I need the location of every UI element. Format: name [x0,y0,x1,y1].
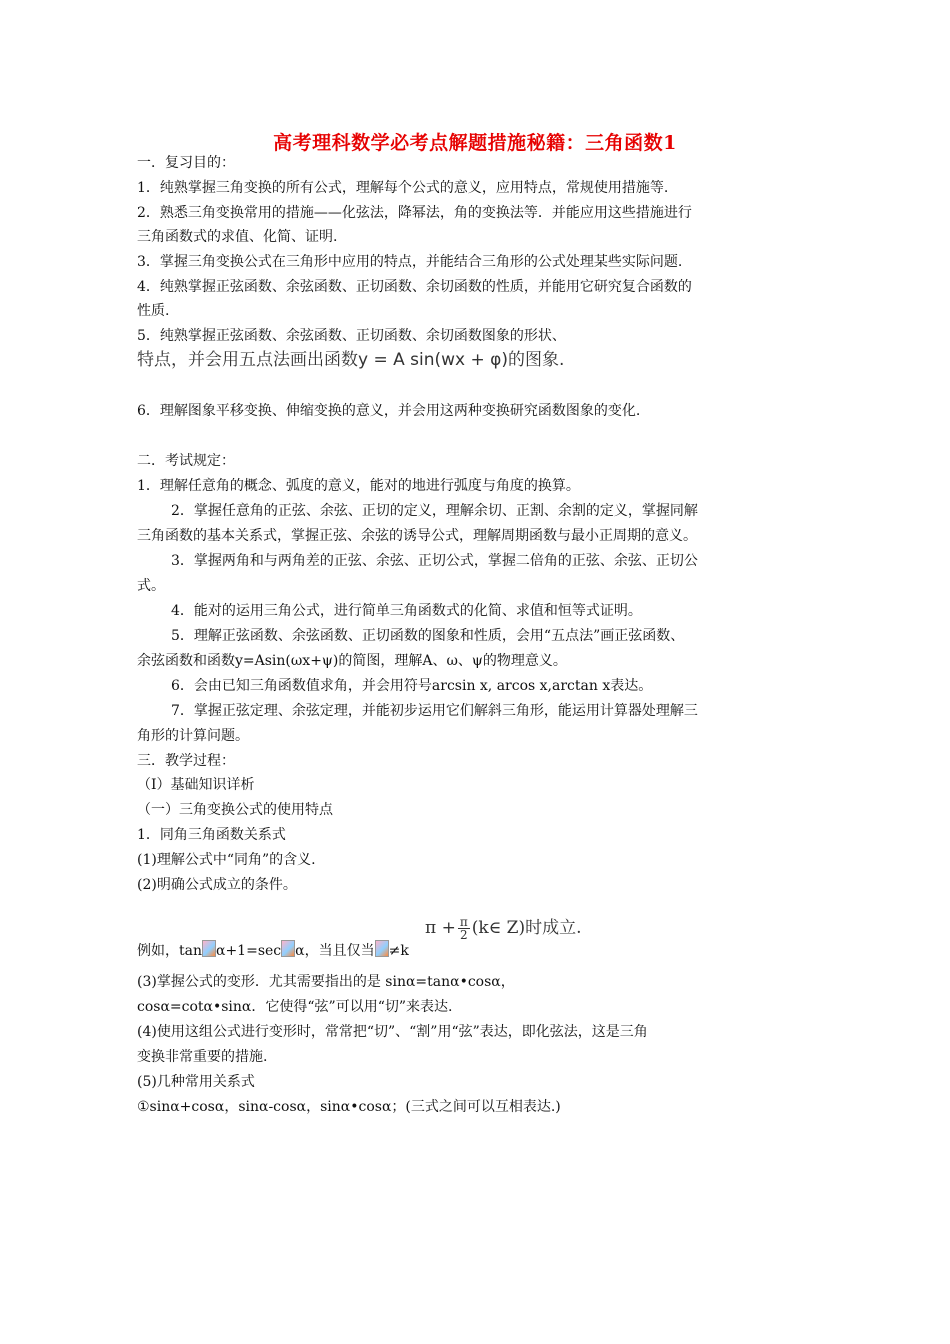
goal-item-5: 5．纯熟掌握正弦函数、余弦函数、正切函数、余切函数图象的形状、 [137,328,566,344]
example-condition-formula [425,916,582,941]
section-heading-teaching-process: 三．教学过程： [137,753,235,769]
goal-item-2-cont: 三角函数式的求值、化简、证明. [137,229,338,245]
example-prefix: 例如，tan [137,943,202,959]
condition-tail: (k∈ Z)时成立. [471,918,582,938]
point-5-item-1: ①sinα+cosα，sinα-cosα，sinα•cosα；(三式之间可以互相表达.) [137,1099,561,1115]
section-heading-exam-requirements: 二．考试规定： [137,453,235,469]
fraction-denominator: 2 [459,928,468,942]
req-item-7-cont: 角形的计算问题。 [137,728,249,744]
req-item-3-cont: 式。 [137,578,165,594]
goal-item-3: 3．掌握三角变换公式在三角形中应用的特点，并能结合三角形的公式处理某些实际问题. [137,254,683,270]
point-3-cont: cosα=cotα•sinα．它使得“弦”可以用“切”来表达. [137,999,453,1015]
req-item-7: 7．掌握正弦定理、余弦定理，并能初步运用它们解斜三角形，能运用计算器处理解三 [171,703,698,719]
example-part3: ≠k [388,943,409,959]
goal-item-4-cont: 性质. [137,303,170,319]
req-item-5: 5．理解正弦函数、余弦函数、正切函数的图象和性质，会用“五点法”画正弦函数、 [171,628,685,644]
pi-symbol: π + [425,918,456,938]
req-item-1: 1．理解任意角的概念、弧度的意义，能对的地进行弧度与角度的换算。 [137,478,580,494]
req-item-4: 4．能对的运用三角公式，进行简单三角函数式的化简、求值和恒等式证明。 [171,603,642,619]
broken-image-icon [202,940,216,957]
subsection-basic-knowledge: （Ⅰ）基础知识详析 [137,777,255,793]
goal-item-4: 4．纯熟掌握正弦函数、余弦函数、正切函数、余切函数的性质，并能用它研究复合函数的 [137,279,692,295]
example-part2: α，当且仅当 [295,943,375,959]
req-item-2: 2．掌握任意角的正弦、余弦、正切的定义，理解余切、正割、余割的定义，掌握同解 [171,503,698,519]
example-part1: α+1=sec [216,943,282,959]
point-4: (4)使用这组公式进行变形时，常常把“切”、“割”用“弦”表达，即化弦法，这是三角 [137,1024,648,1040]
req-item-3: 3．掌握两角和与两角差的正弦、余弦、正切公式，掌握二倍角的正弦、余弦、正切公 [171,553,698,569]
point-2: (2)明确公式成立的条件。 [137,877,297,893]
req-item-6: 6．会由已知三角函数值求角，并会用符号arcsin x, arcos x,arctan x表达。 [171,678,653,694]
broken-image-icon [375,940,389,957]
point-5: (5)几种常用关系式 [137,1074,255,1090]
goal-item-6: 6．理解图象平移变换、伸缩变换的意义，并会用这两种变换研究函数图象的变化. [137,403,641,419]
example-line [137,915,827,972]
point-4-cont: 变换非常重要的措施. [137,1049,268,1065]
point-3: (3)掌握公式的变形．尤其需要指出的是 sinα=tanα•cosα， [137,974,515,990]
broken-image-icon [281,940,295,957]
page-title: 高考理科数学必考点解题措施秘籍：三角函数1 [273,132,677,154]
point-same-angle-relations: 1．同角三角函数关系式 [137,827,286,843]
req-item-5-cont: 余弦函数和函数y=Asin(ωx+ψ)的简图，理解A、ω、ψ的物理意义。 [137,653,567,669]
fraction [458,916,470,941]
subsection-transform-features: （一）三角变换公式的使用特点 [137,802,333,818]
goal-item-5-formula: 特点，并会用五点法画出函数y = A sin(wx + φ)的图象. [137,350,565,370]
section-heading-review-goals: 一．复习目的： [137,155,235,171]
point-1: (1)理解公式中“同角”的含义. [137,852,316,868]
goal-item-1: 1．纯熟掌握三角变换的所有公式，理解每个公式的意义，应用特点，常规使用措施等. [137,180,669,196]
fraction-numerator: π [459,915,468,929]
req-item-2-cont: 三角函数的基本关系式，掌握正弦、余弦的诱导公式，理解周期函数与最小正周期的意义。 [137,528,697,544]
goal-item-2: 2．熟悉三角变换常用的措施——化弦法，降幂法，角的变换法等．并能应用这些措施进行 [137,205,692,221]
